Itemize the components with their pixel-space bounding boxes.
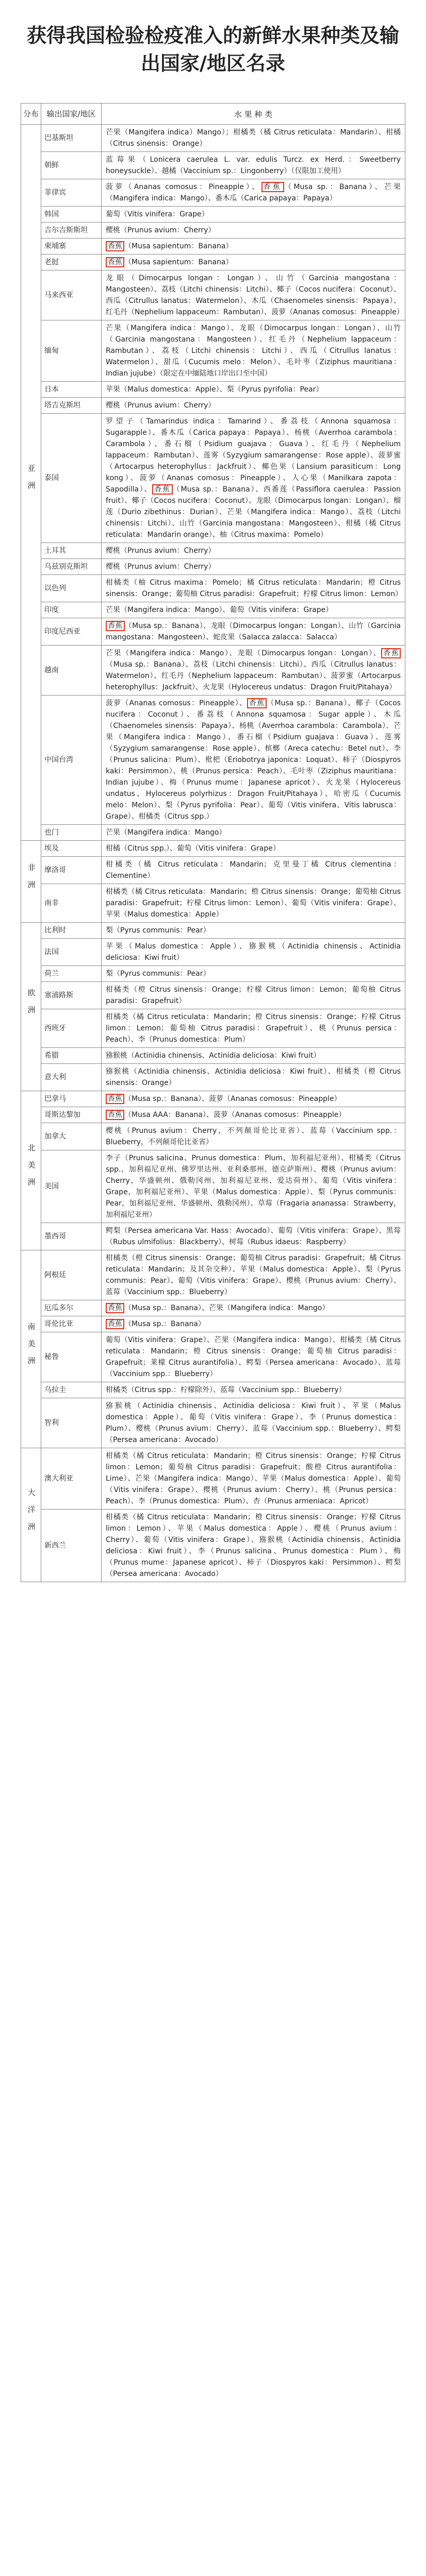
fruit-cell bbox=[102, 841, 405, 857]
region-cell bbox=[21, 1448, 41, 1582]
table-row bbox=[21, 559, 405, 575]
fruit-cell bbox=[102, 1250, 405, 1300]
fruit-cell bbox=[102, 270, 405, 320]
fruit-cell bbox=[102, 575, 405, 602]
fruit-text-rest: （Musa sapientum：Banana） bbox=[124, 242, 233, 250]
banana-highlight: 香蕉 bbox=[106, 1094, 124, 1104]
table-row bbox=[21, 270, 405, 320]
fruit-cell bbox=[102, 939, 405, 966]
table-body bbox=[21, 125, 405, 1582]
table-row bbox=[21, 1510, 405, 1582]
country-cell: 法国 bbox=[41, 939, 102, 966]
country-cell: 南非 bbox=[41, 884, 102, 923]
table-row bbox=[21, 1123, 405, 1150]
banana-highlight: 香蕉 bbox=[106, 257, 124, 267]
fruit-cell bbox=[102, 320, 405, 382]
fruit-text: 柑橘类（橘 Citrus reticulata：Mandarin；橙 Citrus sinensis：Orange；柠檬 Citrus limon：Lemon；葡萄柚 Citrus paradisi：Grapefruit）、桃（Prunus persica：Peach）、李（Prunus domestica：Plum） bbox=[106, 1013, 401, 1044]
fruit-text: 樱桃（Prunus avium：Cherry） bbox=[106, 226, 216, 234]
fruit-text-rest: （Musa sp.：Banana）、西番莲（Passiflora caerulea：Passion fruit）、椰子（Cocos nucifera：Coconut）、龙眼（Dimocarpus longan：Longan）、榴莲（Durio zibethinus：Durian）、芒果（Mangifera indica：Mango）、荔枝（Litchi chinensis：Litchi）、山竹（Garcinia mangostana：Mangosteen）、柑橘（橘 Citrus reticulata：Mandarin orange）、柚（Citrus maxima：Pomelo） bbox=[106, 485, 401, 539]
fruit-text: 柑橘类（橘 Citrus reticulata：Mandarin；橙 Citrus sinensis：Orange；葡萄柚 Citrus paradisi：Grapefruit；柠檬 Citrus limon：Lemon）、葡萄（Vitis vinifera：Grape）、苹果（Malus domestica：Apple） bbox=[106, 888, 401, 919]
fruit-text: 柑橘类（橘 Citrus reticulata：Mandarin；橙 Citrus sinensis：Orange；柠檬 Citrus limon：Lemon；葡萄柚 Citrus paradisi：Grapefruit；酸橙 Citrus aurantifolia：Lime）、芒果（Mangifera indica：Mango）、苹果（Malus domestica：Apple）、葡萄（Vitis vinifera：Grape）、樱桃（Prunus avium：Cherry）、桃（Prunus persica：Peach）、李（Prunus domestica：Plum）、杏（Prunus armeniaca：Apricot） bbox=[106, 1452, 401, 1505]
banana-highlight: 香蕉 bbox=[106, 1319, 124, 1329]
fruit-cell bbox=[102, 1123, 405, 1150]
country-cell: 韩国 bbox=[41, 207, 102, 223]
table-row bbox=[21, 1223, 405, 1250]
fruit-cell bbox=[102, 207, 405, 223]
country-cell: 老挝 bbox=[41, 255, 102, 270]
fruit-table bbox=[21, 103, 405, 1582]
header-region: 分布 bbox=[21, 104, 41, 125]
fruit-cell bbox=[102, 857, 405, 884]
fruit-text: 猕猴桃（Actinidia chinensis、Actinidia deliciosa：Kiwi fruit）、柑橘类（橙 Citrus sinensis：Orange） bbox=[106, 1067, 401, 1087]
banana-highlight: 香蕉 bbox=[261, 182, 284, 192]
country-cell: 摩洛哥 bbox=[41, 857, 102, 884]
table-row bbox=[21, 825, 405, 841]
fruit-text: 苹果（Malus domestica：Apple）、梨（Pyrus pyrifolia：Pear） bbox=[106, 385, 323, 394]
table-row bbox=[21, 239, 405, 255]
fruit-cell bbox=[102, 1107, 405, 1123]
region-name: 非洲 bbox=[26, 863, 36, 897]
fruit-text: 柑橘类（橙 Citrus sinensis：Orange；葡萄柚 Citrus paradisi：Grapefruit；橘 Citrus reticulata：Mandarin；及其杂交种）、苹果（Malus domestica：Apple）、梨（Pyrus communis：Pear）、葡萄（Vitis vinifera：Grape）、樱桃（Prunus avium：Cherry）、蓝莓（Vaccinium spp.：Blueberry） bbox=[106, 1254, 401, 1296]
fruit-text: 葡萄（Vitis vinifera：Grape）、芒果（Mangifera indica：Mango）、柑橘类（橘 Citrus reticulata：Mandarin；橙 Citrus sinensis：Orange；葡萄柚 Citrus paradisi：Grapefruit；莱檬 Citrus aurantifolia）、鳄梨（Persea americana：Avocado）、蓝莓（Vaccinium spp.：Blueberry） bbox=[106, 1336, 401, 1378]
fruit-cell bbox=[102, 1091, 405, 1107]
table-row bbox=[21, 152, 405, 179]
fruit-text: 柑橘类（橘 Citrus reticulata：Mandarin；克里曼丁橘 Citrus clementina：Clementine） bbox=[106, 860, 401, 880]
fruit-text: 李子（Prunus salicina、Prunus domestica：Plum，加利福尼亚州）、柑橘类（Citrus spp.，加利福尼亚州、佛罗里达州、亚利桑那州、德克萨斯州）、樱桃（Prunus avium：Cherry，华盛顿州、俄勒冈州、加利福尼亚州、爱达荷州）、葡萄（Vitis vinifera：Grape，加利福尼亚州）、苹果（Malus domestica：Apple）、梨（Pyrus communis：Pear，加利福尼亚州、华盛顿州、俄勒冈州）、草莓（Fragaria ananassa：Strawberry，加利福尼亚州） bbox=[106, 1154, 401, 1219]
country-cell: 越南 bbox=[41, 646, 102, 696]
country-cell: 印度 bbox=[41, 602, 102, 618]
fruit-cell bbox=[102, 398, 405, 414]
fruit-cell bbox=[102, 1448, 405, 1510]
table-row bbox=[21, 1332, 405, 1382]
fruit-cell bbox=[102, 1332, 405, 1382]
country-cell: 加拿大 bbox=[41, 1123, 102, 1150]
country-cell: 泰国 bbox=[41, 414, 102, 543]
country-cell: 新西兰 bbox=[41, 1510, 102, 1582]
fruit-text: 芒果（Mangifera indica：Mango）、龙眼（Dimocarpus longan：Longan）、山竹（Garcinia mangostana：Mangosteen）、红毛丹（Nephelium lappaceum：Rambutan）、荔枝（Litchi chinensis：Litchi）、西瓜（Citrullus lanatus：Watermelon）、甜瓜（Cucumis melo：Melon）、毛叶枣（Ziziphus mauritiana：Indian jujube）（限定在中缅陆地口岸出口至中国） bbox=[106, 324, 401, 378]
page-title: 获得我国检验检疫准入的新鲜水果种类及输出国家/地区名录 bbox=[26, 24, 399, 75]
country-cell: 塔吉克斯坦 bbox=[41, 398, 102, 414]
banana-highlight: 香蕉 bbox=[152, 484, 172, 495]
fruit-cell bbox=[102, 825, 405, 841]
fruit-text-rest: （Musa sp.：Banana）、龙眼（Dimocarpus longan：Longan）、山竹（Garcinia mangostana：Mangosteen）、蛇皮果（Salacca zalacca：Salacca） bbox=[106, 622, 401, 641]
fruit-cell bbox=[102, 255, 405, 270]
fruit-text: 柑橘类（橙 Citrus sinensis：Orange；柠檬 Citrus limon：Lemon；葡萄柚 Citrus paradisi：Grapefruit） bbox=[106, 986, 401, 1005]
fruit-text: 苹果（Malus domestica：Apple）、猕猴桃（Actinidia chinensis、Actinidia deliciosa：Kiwi fruit） bbox=[106, 942, 401, 962]
fruit-cell bbox=[102, 966, 405, 982]
country-cell: 美国 bbox=[41, 1150, 102, 1223]
table-row bbox=[21, 382, 405, 398]
fruit-text-rest: （Musa sapientum：Banana） bbox=[124, 258, 233, 266]
table-row bbox=[21, 575, 405, 602]
fruit-cell bbox=[102, 543, 405, 559]
fruit-text: 葡萄（Vitis vinifera：Grape） bbox=[106, 210, 209, 218]
fruit-text-rest: （Musa sp.：Banana） bbox=[124, 1320, 205, 1328]
table-row bbox=[21, 939, 405, 966]
header-country: 输出国家/地区 bbox=[41, 104, 102, 125]
fruit-text: 鳄梨（Persea americana Var. Hass：Avocado）、葡萄（Vitis vinifera：Grape）、黑莓（Rubus ulmifolius：Blackberry）、树莓（Rubus idaeus：Raspberry） bbox=[106, 1227, 401, 1246]
table-row bbox=[21, 618, 405, 646]
fruit-cell bbox=[102, 696, 405, 825]
banana-highlight: 香蕉 bbox=[106, 1303, 124, 1313]
country-cell: 厄瓜多尔 bbox=[41, 1300, 102, 1316]
fruit-text: 芒果（Mangifera indica：Mango）、葡萄（Vitis vinifera：Grape） bbox=[106, 606, 333, 614]
table-row bbox=[21, 923, 405, 939]
table-row bbox=[21, 223, 405, 239]
region-cell bbox=[21, 1091, 41, 1250]
country-cell: 墨西哥 bbox=[41, 1223, 102, 1250]
table-row bbox=[21, 966, 405, 982]
country-cell: 西班牙 bbox=[41, 1009, 102, 1048]
region-cell bbox=[21, 125, 41, 841]
country-cell: 日本 bbox=[41, 382, 102, 398]
fruit-text: 柑橘类（Citrus spp.：柠檬除外）、蓝莓（Vaccinium spp.：Blueberry） bbox=[106, 1386, 346, 1394]
table-row bbox=[21, 207, 405, 223]
fruit-cell bbox=[102, 1009, 405, 1048]
table-row bbox=[21, 1107, 405, 1123]
fruit-cell bbox=[102, 1398, 405, 1448]
region-name: 北美洲 bbox=[26, 1144, 36, 1195]
table-row bbox=[21, 398, 405, 414]
country-cell: 阿根廷 bbox=[41, 1250, 102, 1300]
fruit-cell bbox=[102, 884, 405, 923]
country-cell: 柬埔寨 bbox=[41, 239, 102, 255]
banana-highlight: 香蕉 bbox=[106, 241, 124, 251]
country-cell: 希腊 bbox=[41, 1048, 102, 1064]
country-cell: 菲律宾 bbox=[41, 179, 102, 207]
table-header-row bbox=[21, 104, 405, 125]
fruit-text: 樱桃（Prunus avium：Cherry） bbox=[106, 401, 216, 410]
fruit-text: 罗望子（Tamarindus indica：Tamarind）、番荔枝（Annona squamosa：Sugarapple）、番木瓜（Carica papaya：Papaya）、杨桃（Averrhoa carambola：Carambola）、番石榴（Psidium guajava：Guava）、红毛丹（Nephelium lappaceum：Rambutan）、莲雾（Syzygium samarangense：Rose apple）、菠萝蜜（Artocarpus heterophyllus：Jackfruit）、椰色果（Lansium parasiticum：Long kong）、菠萝（Ananas comosus：Pineapple）、人心果（Manilkara zapota：Sapodilla）、 bbox=[106, 417, 401, 494]
region-name: 欧洲 bbox=[26, 988, 36, 1023]
fruit-cell bbox=[102, 1316, 405, 1332]
table-row bbox=[21, 1091, 405, 1107]
fruit-text: 樱桃（Prunus avium：Cherry） bbox=[106, 547, 216, 555]
fruit-text: 蓝莓果（Lonicera caerulea L. var. edulis Turcz. ex Herd.：Sweetberry honeysuckle）、越橘（Vaccinium sp.：Lingonberry）（仅限加工使用） bbox=[106, 156, 401, 175]
banana-highlight: 香蕉 bbox=[381, 648, 401, 658]
fruit-cell bbox=[102, 1223, 405, 1250]
fruit-text: 樱桃（Prunus avium：Cherry） bbox=[106, 563, 216, 571]
fruit-text-rest: （Musa sp.：Banana）、椰子（Cocos nucifera：Coconut）、番荔枝（Annona squamosa：Sugar apple）、木瓜（Chaenomeles sinensis：Papaya）、杨桃（Averrhoa carambola：Carambola）、芒果（Mangifera indica：Mango）、番石榴（Psidium guajava：Guava）、莲雾（Syzygium samarangense：Rose apple）、槟榔（Areca catechu：Betel nut）、李（Prunus salicina：Plum）、枇杷（Eriobotrya japonica：Loquat）、柿子（Diospyros kaki：Persimmon）、桃（Prunus persica：Peach）、毛叶枣（Ziziphus mauritiana：Indian jujube）、梅（Prunus mume：Japanese apricot）、火龙果（Hylocereus undatus、Hylocereus polyrhizus：Dragon Fruit/Pitahaya）、哈密瓜（Cucumis melo：Melon）、梨（Pyrus pyrifolia：Pear）、葡萄（Vitis vinifera、Vitis labrusca：Grape）、柑橘类（Citrus spp.） bbox=[106, 699, 401, 821]
fruit-cell bbox=[102, 152, 405, 179]
fruit-text: 芒果（Mangifera indica：Mango）、龙眼（Dimocarpus longan：Longan）、 bbox=[106, 649, 382, 657]
fruit-text: 梨（Pyrus communis：Pear） bbox=[106, 970, 210, 978]
fruit-text: 柑橘（Citrus spp.）、葡萄（Vitis vinifera：Grape） bbox=[106, 844, 280, 853]
table-row bbox=[21, 1009, 405, 1048]
country-cell: 也门 bbox=[41, 825, 102, 841]
fruit-cell bbox=[102, 1048, 405, 1064]
table-row bbox=[21, 1150, 405, 1223]
country-cell: 塞浦路斯 bbox=[41, 982, 102, 1009]
table-row bbox=[21, 1316, 405, 1332]
table-row bbox=[21, 1382, 405, 1398]
fruit-text-rest: （Musa sp.：Banana）、菠萝（Ananas comosus：Pineapple） bbox=[124, 1095, 341, 1103]
table-row bbox=[21, 982, 405, 1009]
country-cell: 乌拉圭 bbox=[41, 1382, 102, 1398]
fruit-cell bbox=[102, 618, 405, 646]
fruit-cell bbox=[102, 1300, 405, 1316]
fruit-cell bbox=[102, 923, 405, 939]
fruit-cell bbox=[102, 125, 405, 152]
table-row bbox=[21, 1250, 405, 1300]
table-row bbox=[21, 125, 405, 152]
country-cell: 哥伦比亚 bbox=[41, 1316, 102, 1332]
country-cell: 比利时 bbox=[41, 923, 102, 939]
banana-highlight: 香蕉 bbox=[106, 621, 125, 631]
fruit-text: 樱桃（Prunus avium：Cherry，不列颠哥伦比亚省）、蓝莓（Vaccinium spp.：Blueberry，不列颠哥伦比亚省） bbox=[106, 1127, 401, 1146]
table-row bbox=[21, 543, 405, 559]
table-row bbox=[21, 602, 405, 618]
country-cell: 中国台湾 bbox=[41, 696, 102, 825]
country-cell: 澳大利亚 bbox=[41, 1448, 102, 1510]
fruit-cell bbox=[102, 382, 405, 398]
header-fruits: 水 果 种 类 bbox=[102, 104, 405, 125]
table-row bbox=[21, 179, 405, 207]
fruit-cell bbox=[102, 179, 405, 207]
fruit-text: 芒果（Mangifera indica：Mango） bbox=[106, 828, 226, 837]
region-cell bbox=[21, 841, 41, 923]
banana-highlight: 香蕉 bbox=[106, 1110, 124, 1120]
country-cell: 哥斯达黎加 bbox=[41, 1107, 102, 1123]
fruit-text: 菠萝（Ananas comosus：Pineapple）、 bbox=[106, 183, 261, 191]
region-name: 亚洲 bbox=[26, 464, 36, 498]
fruit-cell bbox=[102, 1382, 405, 1398]
country-cell: 吉尔吉斯斯坦 bbox=[41, 223, 102, 239]
table-row bbox=[21, 1448, 405, 1510]
country-cell: 巴拿马 bbox=[41, 1091, 102, 1107]
country-cell: 马来西亚 bbox=[41, 270, 102, 320]
country-cell: 乌兹别克斯坦 bbox=[41, 559, 102, 575]
fruit-cell bbox=[102, 223, 405, 239]
country-cell: 朝鲜 bbox=[41, 152, 102, 179]
country-cell: 智利 bbox=[41, 1398, 102, 1448]
fruit-text: 梨（Pyrus communis：Pear） bbox=[106, 926, 210, 935]
fruit-text-rest: （Musa AAA：Banana）、菠萝（Ananas comosus：Pineapple） bbox=[124, 1111, 346, 1119]
fruit-text: 猕猴桃（Actinidia chinensis、Actinidia deliciosa：Kiwi fruit） bbox=[106, 1052, 321, 1060]
fruit-cell bbox=[102, 239, 405, 255]
table-row bbox=[21, 696, 405, 825]
fruit-cell bbox=[102, 1150, 405, 1223]
country-cell: 秘鲁 bbox=[41, 1332, 102, 1382]
country-cell: 印度尼西亚 bbox=[41, 618, 102, 646]
table-row bbox=[21, 255, 405, 270]
table-row bbox=[21, 841, 405, 857]
region-cell bbox=[21, 923, 41, 1091]
country-cell: 巴基斯坦 bbox=[41, 125, 102, 152]
table-row bbox=[21, 1064, 405, 1091]
fruit-text: 柑橘类（橘 Citrus reticulata：Mandarin；橙 Citrus sinensis：Orange；柠檬 Citrus limon：Lemon）、苹果（Malus domestica：Apple）、樱桃（Prunus avium：Cherry）、葡萄（Vitis vinifera：Grape）、猕猴桃（Actinidia chinensis、Actinidia deliciosa：Kiwi fruit）、李（Prunus salicina、Prunus domestica：Plum）、梅（Prunus mume：Japanese apricot）、柿子（Diospyros kaki：Persimmon）、鳄梨（Persea americana：Avocado） bbox=[106, 1513, 401, 1578]
table-row bbox=[21, 1300, 405, 1316]
fruit-text: 芒果（Mangifera indica）Mango）；柑橘类（橘 Citrus reticulata：Mandarin）、柑橘（Citrus sinensis：Orange） bbox=[106, 128, 401, 148]
fruit-cell bbox=[102, 559, 405, 575]
country-cell: 埃及 bbox=[41, 841, 102, 857]
fruit-text: 龙眼（Dimocarpus longan：Longan）、山竹（Garcinia mangostana：Mangosteen）、荔枝（Litchi chinensis：Litchi）、椰子（Cocos nucifera：Coconut）、西瓜（Citrullus lanatus：Watermelon）、木瓜（Chaenomeles sinensis：Papaya）、红毛丹（Nephelium lappaceum：Rambutan）、菠萝（Ananas comosus：Pineapple） bbox=[106, 274, 404, 316]
region-name: 大洋洲 bbox=[26, 1488, 36, 1539]
table-row bbox=[21, 1398, 405, 1448]
country-cell: 以色列 bbox=[41, 575, 102, 602]
fruit-text-rest: （Musa sp.：Banana）、芒果（Mangifera indica：Mango）、番木瓜（Carica papaya：Papaya） bbox=[106, 183, 401, 202]
table-row bbox=[21, 320, 405, 382]
table-row bbox=[21, 884, 405, 923]
fruit-text: 菠萝（Ananas comosus：Pineapple）、 bbox=[106, 699, 248, 707]
country-cell: 土耳其 bbox=[41, 543, 102, 559]
country-cell: 意大利 bbox=[41, 1064, 102, 1091]
banana-highlight: 香蕉 bbox=[247, 698, 267, 708]
fruit-cell bbox=[102, 982, 405, 1009]
fruit-cell bbox=[102, 414, 405, 543]
region-cell bbox=[21, 1250, 41, 1448]
table-row bbox=[21, 1048, 405, 1064]
fruit-cell bbox=[102, 1510, 405, 1582]
fruit-cell bbox=[102, 602, 405, 618]
fruit-text: 猕猴桃（Actinidia chinensis、Actinidia deliciosa：Kiwi fruit）、苹果（Malus domestica：Apple）、葡萄（Vitis vinifera：Grape）、李（Prunus domestica：Plum）、樱桃（Prunus avium：Cherry）、蓝莓（Vaccinium spp.：Blueberry）、鳄梨（Persea americana：Avocado） bbox=[106, 1402, 401, 1444]
country-cell: 缅甸 bbox=[41, 320, 102, 382]
fruit-text-rest: （Musa sp.：Banana）、芒果（Mangifera indica：Mango） bbox=[124, 1304, 330, 1312]
table-row bbox=[21, 414, 405, 543]
fruit-cell bbox=[102, 1064, 405, 1091]
country-cell: 荷兰 bbox=[41, 966, 102, 982]
table-row bbox=[21, 646, 405, 696]
fruit-text-rest: （Musa sp.：Banana）、荔枝（Litchi chinensis：Litchi）、西瓜（Citrullus lanatus：Watermelon）、红毛丹（Nephelium lappaceum：Rambutan）、菠萝蜜（Artocarpus heterophyllus：Jackfruit）、火龙果（Hylocereus undatus：Dragon Fruit/Pitahaya） bbox=[106, 660, 401, 691]
region-name: 南美洲 bbox=[26, 1322, 36, 1374]
fruit-cell bbox=[102, 646, 405, 696]
fruit-text: 柑橘类（柚 Citrus maxima：Pomelo；橘 Citrus reticulata：Mandarin；橙 Citrus sinensis：Orange；葡萄柚 Citrus paradisi：Grapefruit；柠檬 Citrus limon：Lemon） bbox=[106, 579, 403, 598]
table-row bbox=[21, 857, 405, 884]
